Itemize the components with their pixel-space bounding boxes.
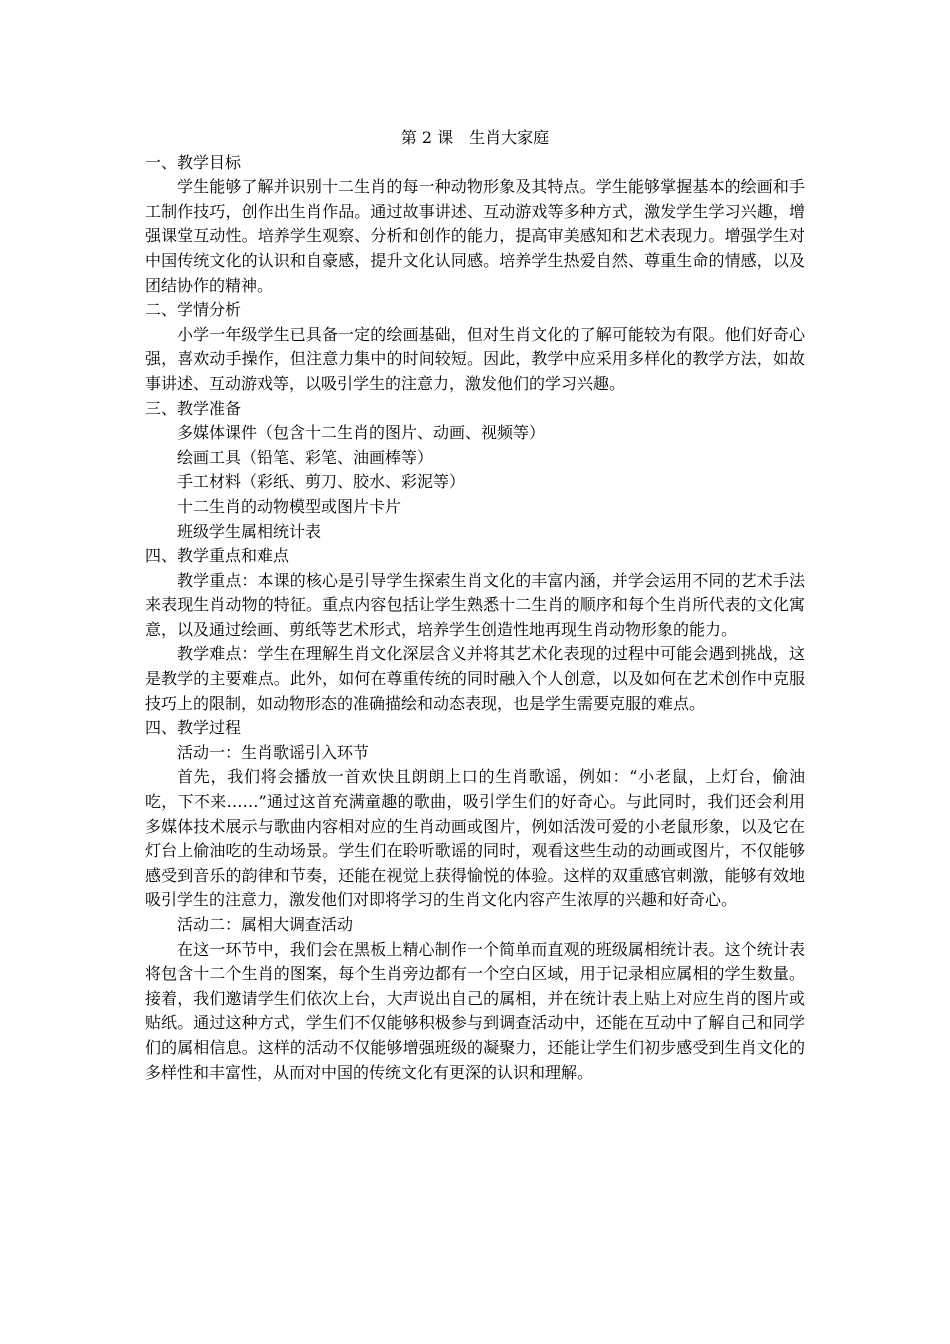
prep-item: 班级学生属相统计表 (177, 521, 322, 541)
section-heading-prep: 三、教学准备 (145, 398, 242, 418)
activity-1-title: 活动一：生肖歌谣引入环节 (177, 742, 370, 762)
document-page (145, 126, 805, 1085)
prep-item: 手工材料（彩纸、剪刀、胶水、彩泥等） (177, 472, 466, 492)
prep-item: 绘画工具（铅笔、彩笔、油画棒等） (177, 447, 434, 467)
page-title: 第 2 课 生肖大家庭 (400, 128, 550, 147)
paragraph-analysis: 小学一年级学生已具备一定的绘画基础，但对生肖文化的了解可能较为有限。他们好奇心强，喜欢动手操作，但注意力集中的时间较短。因此，教学中应采用多样化的教学方法，如故事讲述、互动游戏等，以吸引学生的注意力，激发他们的学习兴趣。 (145, 324, 805, 393)
prep-item: 十二生肖的动物模型或图片卡片 (177, 496, 402, 516)
activity-2-text: 在这一环节中，我们会在黑板上精心制作一个简单而直观的班级属相统计表。这个统计表将包含十二个生肖的图案，每个生肖旁边都有一个空白区域，用于记录相应属相的学生数量。接着，我们邀请学生们依次上台，大声说出自己的属相，并在统计表上贴上对应生肖的图片或贴纸。通过这种方式，学生们不仅能够积极参与到调查活动中，还能在互动中了解自己和同学们的属相信息。这样的活动不仅能够增强班级的凝聚力，还能让学生们初步感受到生肖文化的多样性和丰富性，从而对中国的传统文化有更深的认识和理解。 (145, 939, 805, 1082)
paragraph-goals: 学生能够了解并识别十二生肖的每一种动物形象及其特点。学生能够掌握基本的绘画和手工制作技巧，创作出生肖作品。通过故事讲述、互动游戏等多种方式，激发学生学习兴趣，增强课堂互动性。培养学生观察、分析和创作的能力，提高审美感知和艺术表现力。增强学生对中国传统文化的认识和自豪感，提升文化认同感。培养学生热爱自然、尊重生命的情感，以及团结协作的精神。 (145, 177, 805, 295)
paragraph-focus: 教学重点：本课的核心是引导学生探索生肖文化的丰富内涵，并学会运用不同的艺术手法来表现生肖动物的特征。重点内容包括让学生熟悉十二生肖的顺序和每个生肖所代表的文化寓意，以及通过绘画、剪纸等艺术形式，培养学生创造性地再现生肖动物形象的能力。 (145, 570, 805, 639)
prep-item: 多媒体课件（包含十二生肖的图片、动画、视频等） (177, 423, 546, 443)
activity-2-title: 活动二：属相大调查活动 (177, 915, 354, 934)
section-heading-goals: 一、教学目标 (145, 152, 242, 172)
section-heading-keypoints: 四、教学重点和难点 (145, 546, 290, 566)
activity-1-text: 首先，我们将会播放一首欢快且朗朗上口的生肖歌谣，例如：“小老鼠，上灯台，偷油吃，下不来……”通过这首充满童趣的歌曲，吸引学生们的好奇心。与此同时，我们还会利用多媒体技术展示与歌曲内容相对应的生肖动画或图片，例如活泼可爱的小老鼠形象，以及它在灯台上偷油吃的生动场景。学生们在聆听歌谣的同时，观看这些生动的动画或图片，不仅能够感受到音乐的韵律和节奏，还能在视觉上获得愉悦的体验。这样的双重感官刺激，能够有效地吸引学生的注意力，激发他们对即将学习的生肖文化内容产生浓厚的兴趣和好奇心。 (145, 767, 805, 910)
section-heading-analysis: 二、学情分析 (145, 300, 242, 320)
paragraph-difficulty: 教学难点：学生在理解生肖文化深层含义并将其艺术化表现的过程中可能会遇到挑战，这是教学的主要难点。此外，如何在尊重传统的同时融入个人创意，以及如何在艺术创作中克服技巧上的限制，如动物形态的准确描绘和动态表现，也是学生需要克服的难点。 (145, 644, 805, 713)
section-heading-process: 四、教学过程 (145, 718, 242, 738)
